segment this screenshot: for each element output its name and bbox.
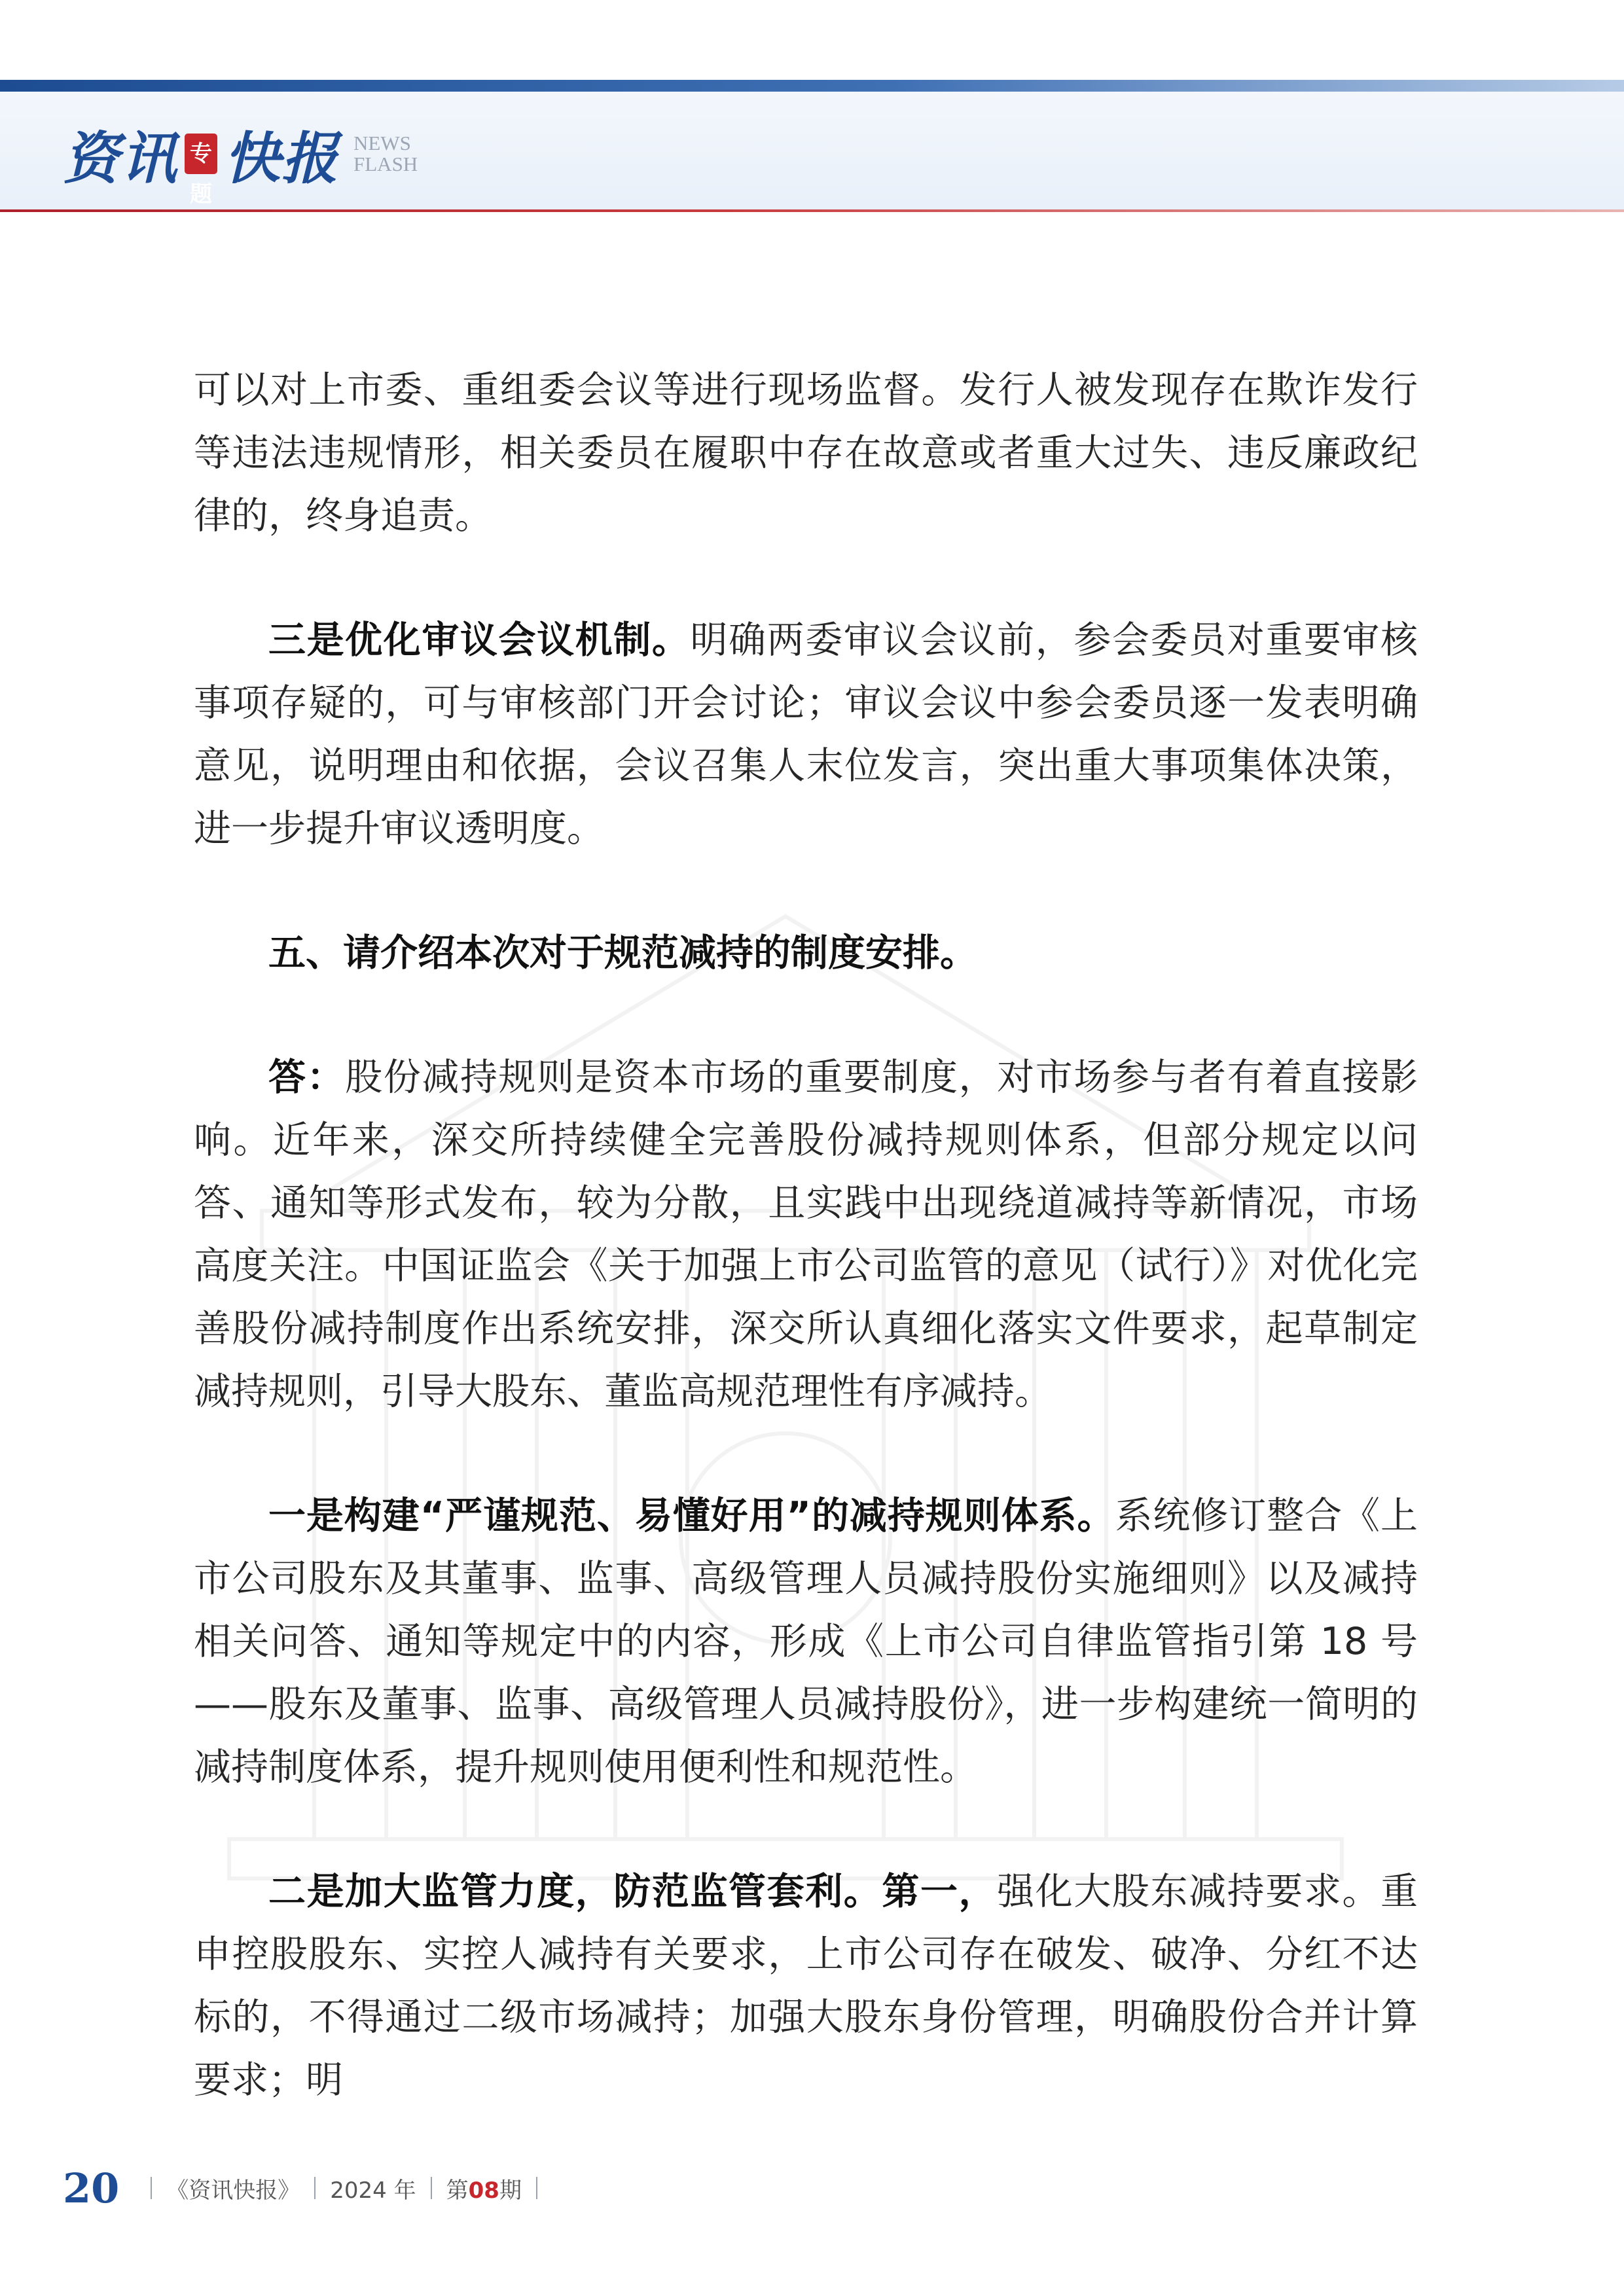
- masthead-english: [353, 133, 418, 175]
- header-top-strip: [0, 80, 1624, 92]
- point-2-lead: 二是加大监管力度，防范监管套利。第一，: [268, 1870, 998, 1913]
- issue-prefix: 第: [446, 2177, 469, 2204]
- masthead-logo: [63, 118, 418, 207]
- page-footer: [63, 2159, 552, 2217]
- point-1-text: 系统修订整合《上市公司股东及其董事、监事、高级管理人员减持股份实施细则》以及减持相关问答、通知等规定中的内容，形成《上市公司自律监管指引第 18 号——股东及董事、监事、高级管理人员减持股份》，进一步构建统一简明的减持制度体系，提升规则使用便利性和规范性。: [194, 1494, 1418, 1789]
- footer-divider: [536, 2177, 537, 2199]
- point-1-lead: 一是构建“严谨规范、易懂好用”的减持规则体系。: [268, 1494, 1115, 1537]
- point-2-text: 强化大股东减持要求。重申控股股东、实控人减持有关要求，上市公司存在破发、破净、分红不达标的，不得通过二级市场减持；加强大股东身份管理，明确股份合并计算要求；明: [194, 1870, 1418, 2102]
- masthead-english-line1: NEWS: [353, 132, 411, 154]
- paragraph-2-text: 明确两委审议会议前，参会委员对重要审核事项存疑的，可与审核部门开会讨论；审议会议中参会委员逐一发表明确意见，说明理由和依据，会议召集人末位发言，突出重大事项集体决策，进一步提升审议透明度。: [194, 619, 1418, 850]
- masthead-seal-icon: 专题: [185, 134, 217, 174]
- article-body: [194, 359, 1418, 2111]
- masthead-english-line2: FLASH: [353, 152, 418, 175]
- paragraph-1: 可以对上市委、重组委会议等进行现场监督。发行人被发现存在欺诈发行等违法违规情形，相关委员在履职中存在故意或者重大过失、违反廉政纪律的，终身追责。: [194, 368, 1418, 537]
- page-number: 20: [63, 2164, 120, 2212]
- masthead-title-part1: 资讯: [63, 126, 178, 192]
- issue-number: 08: [468, 2177, 499, 2204]
- footer-divider: [431, 2177, 432, 2199]
- paragraph-2: [194, 609, 1418, 860]
- issue-label: [446, 2172, 522, 2204]
- paragraph-2-lead: 三是优化审议会议机制。: [268, 619, 691, 662]
- paragraph-point-1: [194, 1484, 1418, 1799]
- paragraph-answer: [194, 1046, 1418, 1423]
- header-red-rule: [0, 209, 1624, 212]
- footer-divider: [314, 2177, 316, 2199]
- section-heading: 五、请介绍本次对于规范减持的制度安排。: [268, 931, 977, 975]
- footer-divider: [151, 2177, 152, 2199]
- answer-label: 答：: [268, 1056, 346, 1099]
- paragraph-point-2: [194, 1860, 1418, 2111]
- answer-text: 股份减持规则是资本市场的重要制度，对市场参与者有着直接影响。近年来，深交所持续健全完善股份减持规则体系，但部分规定以问答、通知等形式发布，较为分散，且实践中出现绕道减持等新情况，市场高度关注。中国证监会《关于加强上市公司监管的意见（试行）》对优化完善股份减持制度作出系统安排，深交所认真细化落实文件要求，起草制定减持规则，引导大股东、董监高规范理性有序减持。: [194, 1056, 1418, 1413]
- issue-suffix: 期: [499, 2177, 522, 2204]
- publication-year: 2024 年: [330, 2177, 416, 2204]
- masthead-title-part2: 快报: [224, 126, 339, 192]
- publication-name: 《资讯快报》: [166, 2177, 300, 2204]
